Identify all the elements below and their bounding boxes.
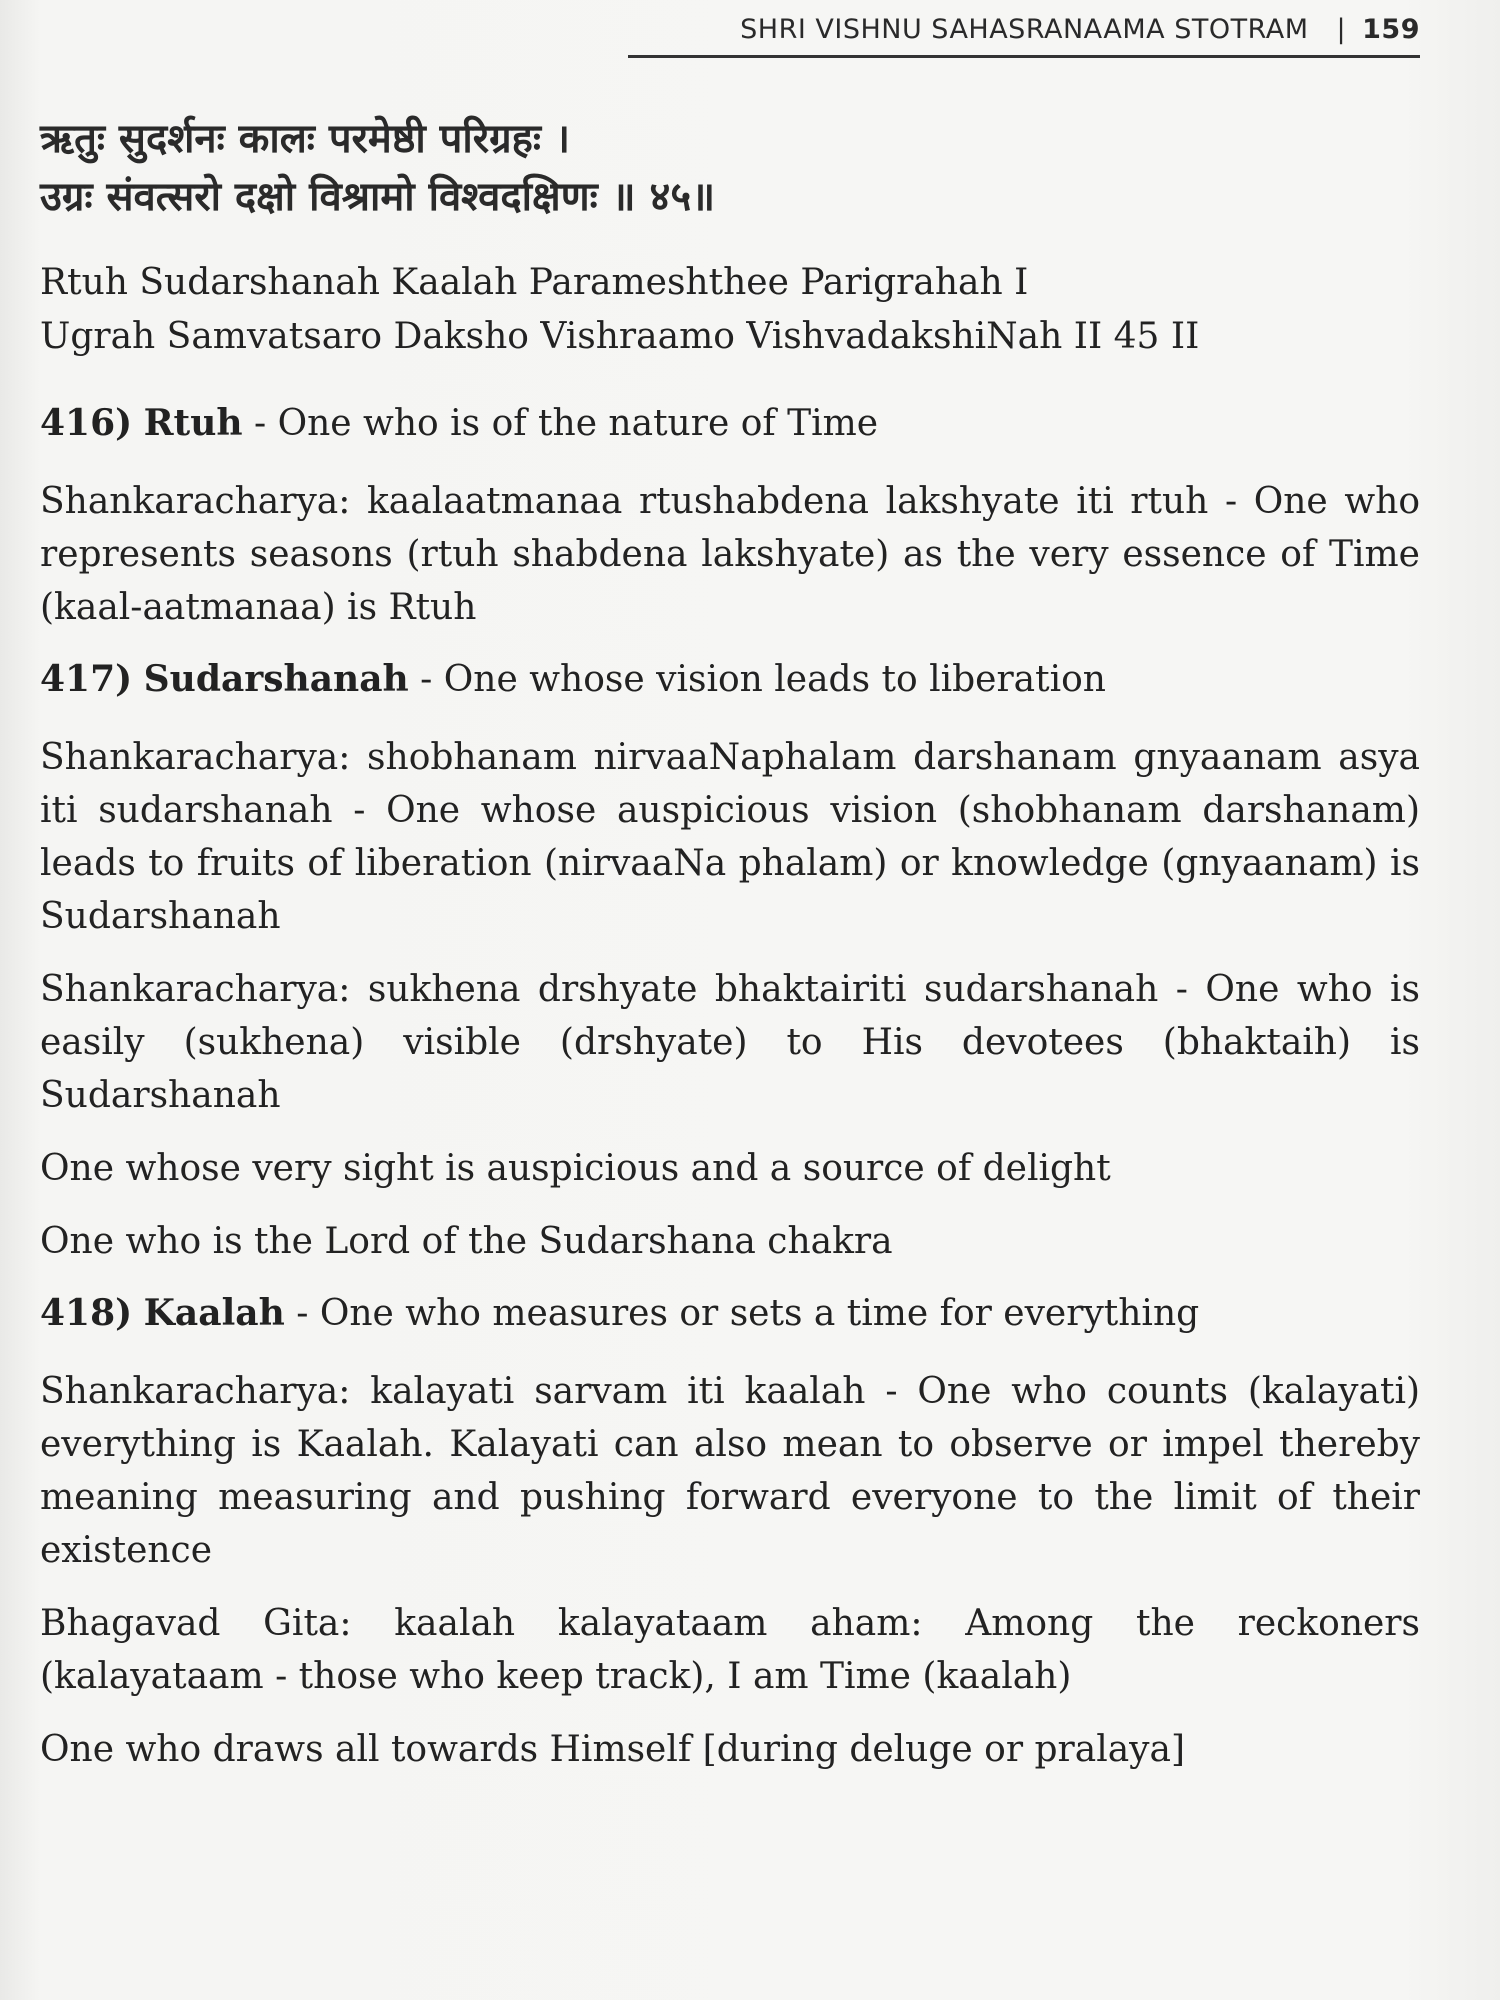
page-number: 159 xyxy=(1362,14,1420,45)
entry-heading-417 xyxy=(40,654,1420,705)
commentary-paragraph: Shankaracharya: shobhanam nirvaaNaphalam darshanam gnyaanam asya iti sudarshanah - One whose auspicious vision (shobhanam darshanam) leads to fruits of liberation (nirvaaNa phalam) or knowledge (gnyaanam) is Sudarshanah xyxy=(40,737,1420,937)
entry-name: Rtuh xyxy=(143,402,243,444)
commentary-paragraph: Bhagavad Gita: kaalah kalayataam aham: Among the reckoners (kalayataam - those who keep track), I am Time (kaalah) xyxy=(40,1603,1420,1697)
entry-heading-418 xyxy=(40,1288,1420,1339)
sanskrit-verse-line: ऋतुः सुदर्शनः कालः परमेष्ठी परिग्रहः । xyxy=(40,116,571,162)
entry-meaning: - One who is of the nature of Time xyxy=(242,403,879,444)
entry-name: Kaalah xyxy=(143,1292,285,1334)
page-body xyxy=(40,110,1420,1796)
entry-number: 416) xyxy=(40,402,133,444)
entry-meaning: - One whose vision leads to liberation xyxy=(408,659,1106,700)
commentary-paragraph: One who is the Lord of the Sudarshana chakra xyxy=(40,1221,893,1262)
sanskrit-verse-line: उग्रः संवत्सरो दक्षो विश्रामो विश्वदक्षिणः ॥ ४५॥ xyxy=(40,174,716,220)
sanskrit-verse xyxy=(40,110,1420,226)
transliteration-line: Ugrah Samvatsaro Daksho Vishraamo VishvadakshiNah II 45 II xyxy=(40,316,1200,357)
header-separator: | xyxy=(1336,14,1347,45)
entry-number: 418) xyxy=(40,1292,133,1334)
running-header xyxy=(628,14,1420,58)
transliteration xyxy=(40,256,1420,364)
commentary-paragraph: Shankaracharya: sukhena drshyate bhaktairiti sudarshanah - One who is easily (sukhena) visible (drshyate) to His devotees (bhaktaih) is Sudarshanah xyxy=(40,969,1420,1116)
commentary-paragraph: One whose very sight is auspicious and a source of delight xyxy=(40,1148,1111,1189)
entry-meaning: - One who measures or sets a time for everything xyxy=(284,1293,1200,1334)
commentary-paragraph: Shankaracharya: kaalaatmanaa rtushabdena lakshyate iti rtuh - One who represents seasons (rtuh shabdena lakshyate) as the very essence of Time (kaal-aatmanaa) is Rtuh xyxy=(40,481,1420,628)
commentary-paragraph: Shankaracharya: kalayati sarvam iti kaalah - One who counts (kalayati) everything is Kaalah. Kalayati can also mean to observe or impel thereby meaning measuring and pushing forward everyone to the limit of their existence xyxy=(40,1371,1420,1571)
commentary-paragraph: One who draws all towards Himself [during deluge or pralaya] xyxy=(40,1729,1186,1770)
entry-name: Sudarshanah xyxy=(143,658,409,700)
book-title: SHRI VISHNU SAHASRANAAMA STOTRAM xyxy=(740,14,1309,45)
transliteration-line: Rtuh Sudarshanah Kaalah Parameshthee Parigrahah I xyxy=(40,262,1029,303)
entry-number: 417) xyxy=(40,658,133,700)
entry-heading-416 xyxy=(40,398,1420,449)
